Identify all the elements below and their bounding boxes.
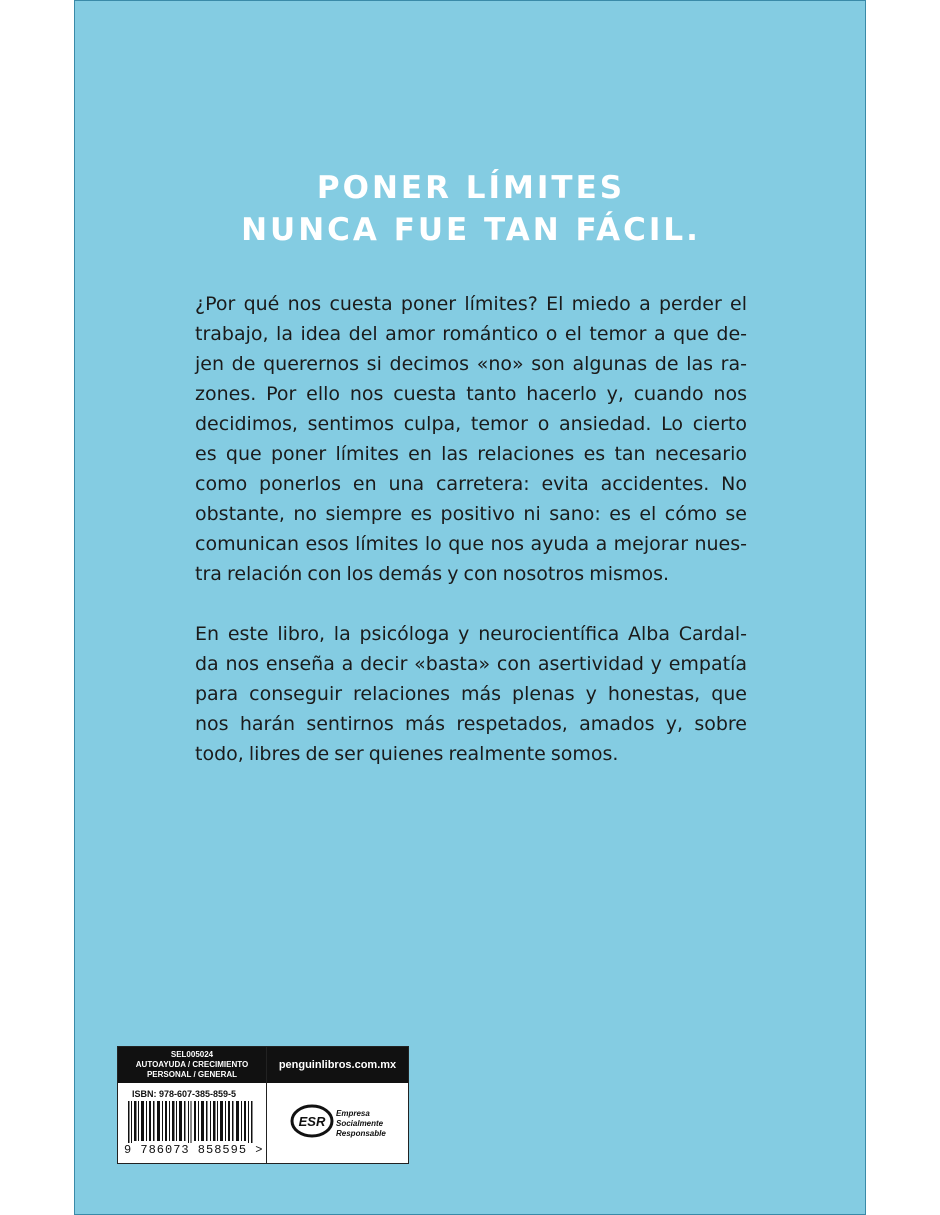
esr-logo: [290, 1103, 334, 1139]
publisher-website: penguinlibros.com.mx: [267, 1047, 408, 1083]
text-line: tra relación con los demás y con nosotros mismos.: [195, 563, 670, 585]
esr-line: Socialmente: [336, 1119, 384, 1128]
text-line: trabajo, la idea del amor romántico o el temor a que de-: [195, 323, 747, 345]
text-line: para conseguir relaciones más plenas y honestas, que: [195, 683, 747, 705]
text-line: nos harán sentirnos más respetados, amados y, sobre: [195, 713, 747, 735]
text-line: obstante, no siempre es positivo ni sano: es el cómo se: [195, 503, 747, 525]
category-header: [118, 1047, 266, 1083]
barcode-number: 9 786073 858595 >: [124, 1143, 264, 1157]
esr-line: Responsable: [336, 1129, 386, 1138]
esr-line: Empresa: [336, 1109, 370, 1118]
book-back-cover: [74, 0, 866, 1215]
text-line: decidimos, sentimos culpa, temor o ansiedad. Lo cierto: [195, 413, 747, 435]
headline-line: PONER LÍMITES: [316, 170, 626, 206]
headline-line: NUNCA FUE TAN FÁCIL.: [241, 212, 701, 248]
barcode-icon: [128, 1101, 254, 1145]
text-line: da nos enseña a decir «basta» con asertividad y empatía: [195, 653, 747, 675]
synopsis-paragraph-1: [195, 289, 747, 589]
text-line: En este libro, la psicóloga y neurocientífica Alba Cardal-: [195, 623, 747, 645]
panel-divider: [266, 1047, 267, 1163]
text-line: como ponerlos en una carretera: evita accidentes. No: [195, 473, 747, 495]
text-line: ¿Por qué nos cuesta poner límites? El miedo a perder el: [195, 293, 747, 315]
category-code: SEL005024: [170, 1050, 214, 1059]
esr-label: [336, 1109, 386, 1139]
category-line: PERSONAL / GENERAL: [146, 1070, 238, 1079]
category-line: AUTOAYUDA / CRECIMIENTO: [135, 1060, 249, 1069]
esr-logo-text: ESR: [298, 1114, 326, 1129]
barcode-panel: [117, 1046, 409, 1164]
text-line: jen de querernos si decimos «no» son algunas de las ra-: [195, 353, 747, 375]
isbn-label: ISBN: 978-607-385-859-5: [132, 1089, 237, 1099]
text-line: es que poner límites en las relaciones es tan necesario: [195, 443, 747, 465]
text-line: zones. Por ello nos cuesta tanto hacerlo y, cuando nos: [195, 383, 747, 405]
headline: [75, 167, 867, 251]
text-line: comunican esos límites lo que nos ayuda a mejorar nues-: [195, 533, 747, 555]
text-line: todo, libres de ser quienes realmente somos.: [195, 743, 619, 765]
synopsis-paragraph-2: [195, 619, 747, 769]
